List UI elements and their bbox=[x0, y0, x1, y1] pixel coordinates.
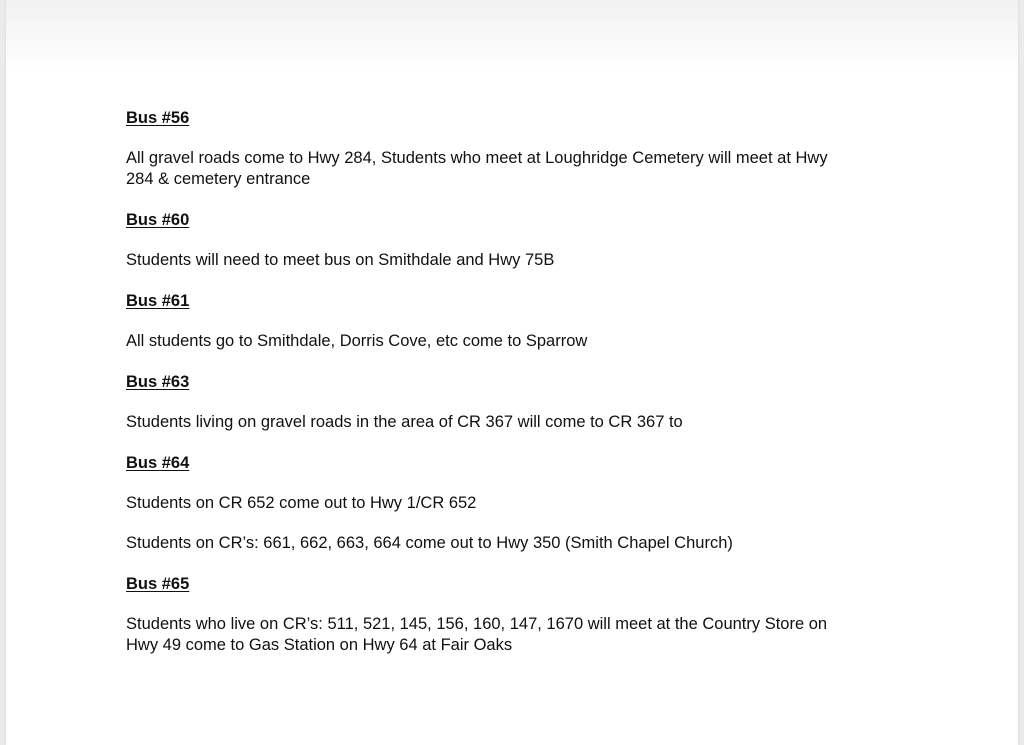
bus-63-section bbox=[126, 371, 916, 433]
bus-64-section bbox=[126, 452, 916, 554]
bus-63-instructions bbox=[126, 412, 916, 433]
bus-63-instructions-line-1: Students living on gravel roads in the area of CR 367 will come to CR 367 to bbox=[126, 413, 683, 431]
bus-60-instructions bbox=[126, 250, 916, 271]
bus-56-instructions bbox=[126, 148, 916, 190]
page-top-shade bbox=[6, 0, 1018, 70]
bus-60-heading: Bus #60 bbox=[126, 211, 190, 229]
document-page bbox=[6, 0, 1018, 745]
bus-61-instructions-line-1: All students go to Smithdale, Dorris Cove, etc come to Sparrow bbox=[126, 332, 588, 350]
bus-65-instructions bbox=[126, 614, 916, 656]
bus-61-heading: Bus #61 bbox=[126, 292, 190, 310]
bus-60-instructions-line-1: Students will need to meet bus on Smithdale and Hwy 75B bbox=[126, 251, 555, 269]
bus-64-instructions-2-line-1: Students on CR’s: 661, 662, 663, 664 come out to Hwy 350 (Smith Chapel Church) bbox=[126, 534, 733, 552]
bus-56-section bbox=[126, 107, 916, 190]
bus-56-heading: Bus #56 bbox=[126, 109, 190, 127]
bus-65-section bbox=[126, 573, 916, 656]
bus-64-heading: Bus #64 bbox=[126, 454, 190, 472]
bus-64-instructions-2 bbox=[126, 533, 916, 554]
bus-61-section bbox=[126, 290, 916, 352]
bus-65-instructions-line-1: Students who live on CR’s: 511, 521, 145, 156, 160, 147, 1670 will meet at the Country Store on bbox=[126, 615, 828, 633]
bus-64-instructions-1-line-1: Students on CR 652 come out to Hwy 1/CR 652 bbox=[126, 494, 477, 512]
document-content bbox=[126, 107, 916, 675]
bus-61-instructions bbox=[126, 331, 916, 352]
bus-60-section bbox=[126, 209, 916, 271]
bus-56-instructions-line-2: 284 & cemetery entrance bbox=[126, 170, 311, 188]
bus-65-heading: Bus #65 bbox=[126, 575, 190, 593]
bus-65-instructions-line-2: Hwy 49 come to Gas Station on Hwy 64 at Fair Oaks bbox=[126, 636, 513, 654]
bus-56-instructions-line-1: All gravel roads come to Hwy 284, Students who meet at Loughridge Cemetery will meet at Hwy bbox=[126, 149, 828, 167]
bus-63-heading: Bus #63 bbox=[126, 373, 190, 391]
bus-64-instructions-1 bbox=[126, 493, 916, 514]
